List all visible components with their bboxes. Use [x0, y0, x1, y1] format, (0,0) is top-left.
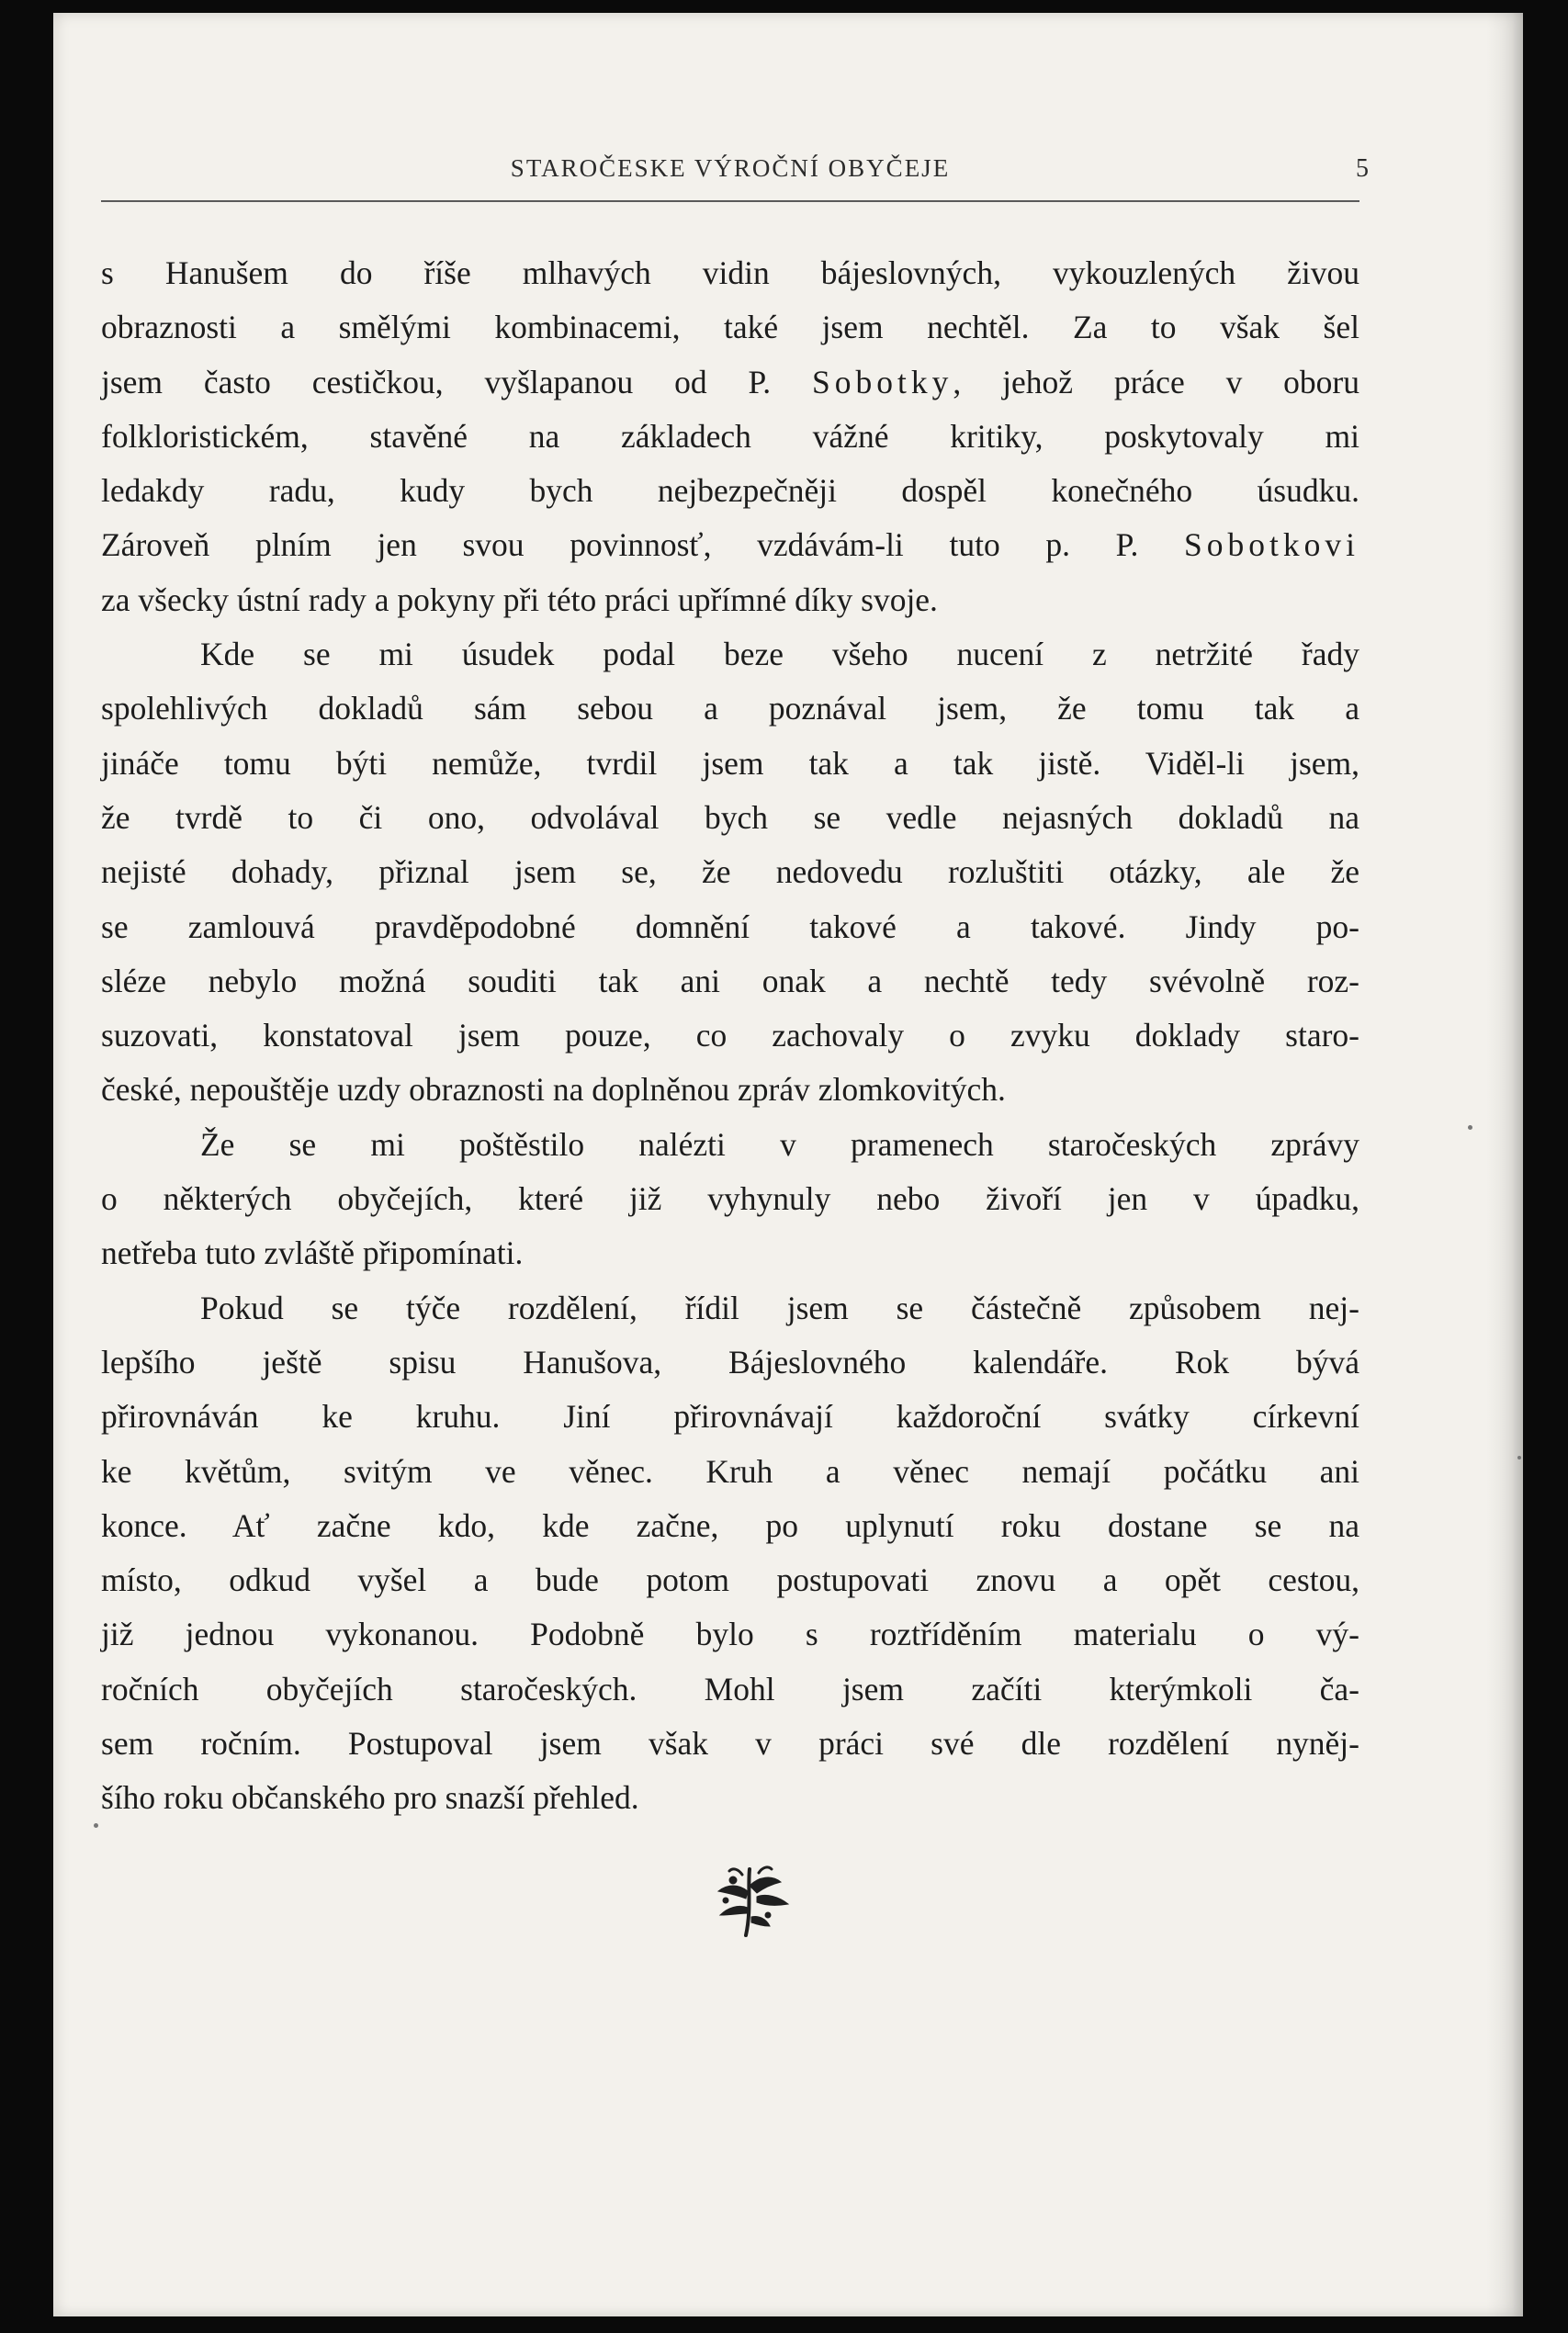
paragraph-start: Pokud se týče rozdělení, řídil jsem se částečně způsobem nej-: [200, 1289, 1359, 1326]
paper-speck: [1517, 1456, 1521, 1460]
text-line: již jednou vykonanou. Podobně bylo s roztříděním materialu o vý-: [101, 1616, 1359, 1653]
text-line: české, nepouštěje uzdy obraznosti na doplněnou zpráv zlomkovitých.: [101, 1071, 1006, 1109]
text-line: za všecky ústní rady a pokyny při této práci upřímné díky svoje.: [101, 580, 938, 618]
text-line: ročních obyčejích staročeských. Mohl jsem začíti kterýmkoli ča-: [101, 1670, 1359, 1707]
text-line: ke květům, svitým ve věnec. Kruh a věnec nemají počátku ani: [101, 1452, 1359, 1490]
paper-speck: [1468, 1125, 1472, 1130]
header-rule: [101, 200, 1359, 202]
text-line: sléze nebylo možná souditi tak ani onak a nechtě tedy svévolně roz-: [101, 962, 1359, 999]
text-line: že tvrdě to či ono, odvolával bych se vedle nejasných dokladů na: [101, 798, 1359, 836]
paragraph-start: Že se mi poštěstilo nalézti v pramenech staročeských zprávy: [200, 1125, 1359, 1163]
paper-edge-shadow: [1486, 13, 1523, 2316]
text-line: [101, 355, 1359, 410]
text-line: s Hanušem do říše mlhavých vidin bájeslovných, vykouzlených živou: [101, 254, 1359, 291]
spaced-name: Sobotky: [812, 363, 953, 400]
paper-speck: [94, 1823, 98, 1828]
text-line: jináče tomu býti nemůže, tvrdil jsem tak a tak jistě. Viděl-li jsem,: [101, 744, 1359, 782]
text-line: ledakdy radu, kudy bych nejbezpečněji dospěl konečného úsudku.: [101, 472, 1359, 510]
text-line: lepšího ještě spisu Hanušova, Bájeslovného kalendáře. Rok bývá: [101, 1343, 1359, 1381]
text-line: spolehlivých dokladů sám sebou a poznával jsem, že tomu tak a: [101, 690, 1359, 727]
text-line: se zamlouvá pravděpodobné domnění takové a takové. Jindy po-: [101, 907, 1359, 945]
text-line: [101, 518, 1359, 572]
text-line: folkloristickém, stavěné na základech vážné kritiky, poskytovaly mi: [101, 417, 1359, 455]
running-head: [101, 138, 1369, 193]
spaced-name: Sobotkovi: [1184, 526, 1359, 564]
text-run: , jehož práce v oboru: [953, 363, 1360, 400]
text-run: jsem často cestičkou, vyšlapanou od P.: [101, 363, 772, 400]
text-line: netřeba tuto zvláště připomínati.: [101, 1234, 524, 1272]
text-line: přirovnáván ke kruhu. Jiní přirovnávají každoroční svátky církevní: [101, 1398, 1359, 1436]
paragraph-start: Kde se mi úsudek podal beze všeho nucení z netržité řady: [200, 636, 1359, 673]
text-line: nejisté dohady, přiznal jsem se, že nedovedu rozluštiti otázky, ale že: [101, 853, 1359, 891]
text-line: o některých obyčejích, které již vyhynuly nebo živoří jen v úpadku,: [101, 1180, 1359, 1218]
running-title: STAROČESKE VÝROČNÍ OBYČEJE: [510, 154, 951, 182]
text-line: šího roku občanského pro snazší přehled.: [101, 1779, 639, 1817]
floral-tailpiece-icon: [705, 1860, 797, 1943]
text-line: obraznosti a smělými kombinacemi, také jsem nechtěl. Za to však šel: [101, 309, 1359, 346]
text-line: sem ročním. Postupoval jsem však v práci své dle rozdělení nyněj-: [101, 1725, 1359, 1763]
text-line: konce. Ať začne kdo, kde začne, po uplynutí roku dostane se na: [101, 1506, 1359, 1544]
text-run: Zároveň plním jen svou povinnosť, vzdávám-li tuto p. P.: [101, 526, 1139, 564]
body-text: [101, 246, 1359, 1826]
text-line: suzovati, konstatoval jsem pouze, co zachovaly o zvyku doklady staro-: [101, 1017, 1359, 1054]
page-number: 5: [1356, 154, 1369, 183]
text-line: místo, odkud vyšel a bude potom postupovati znovu a opět cestou,: [101, 1561, 1359, 1599]
